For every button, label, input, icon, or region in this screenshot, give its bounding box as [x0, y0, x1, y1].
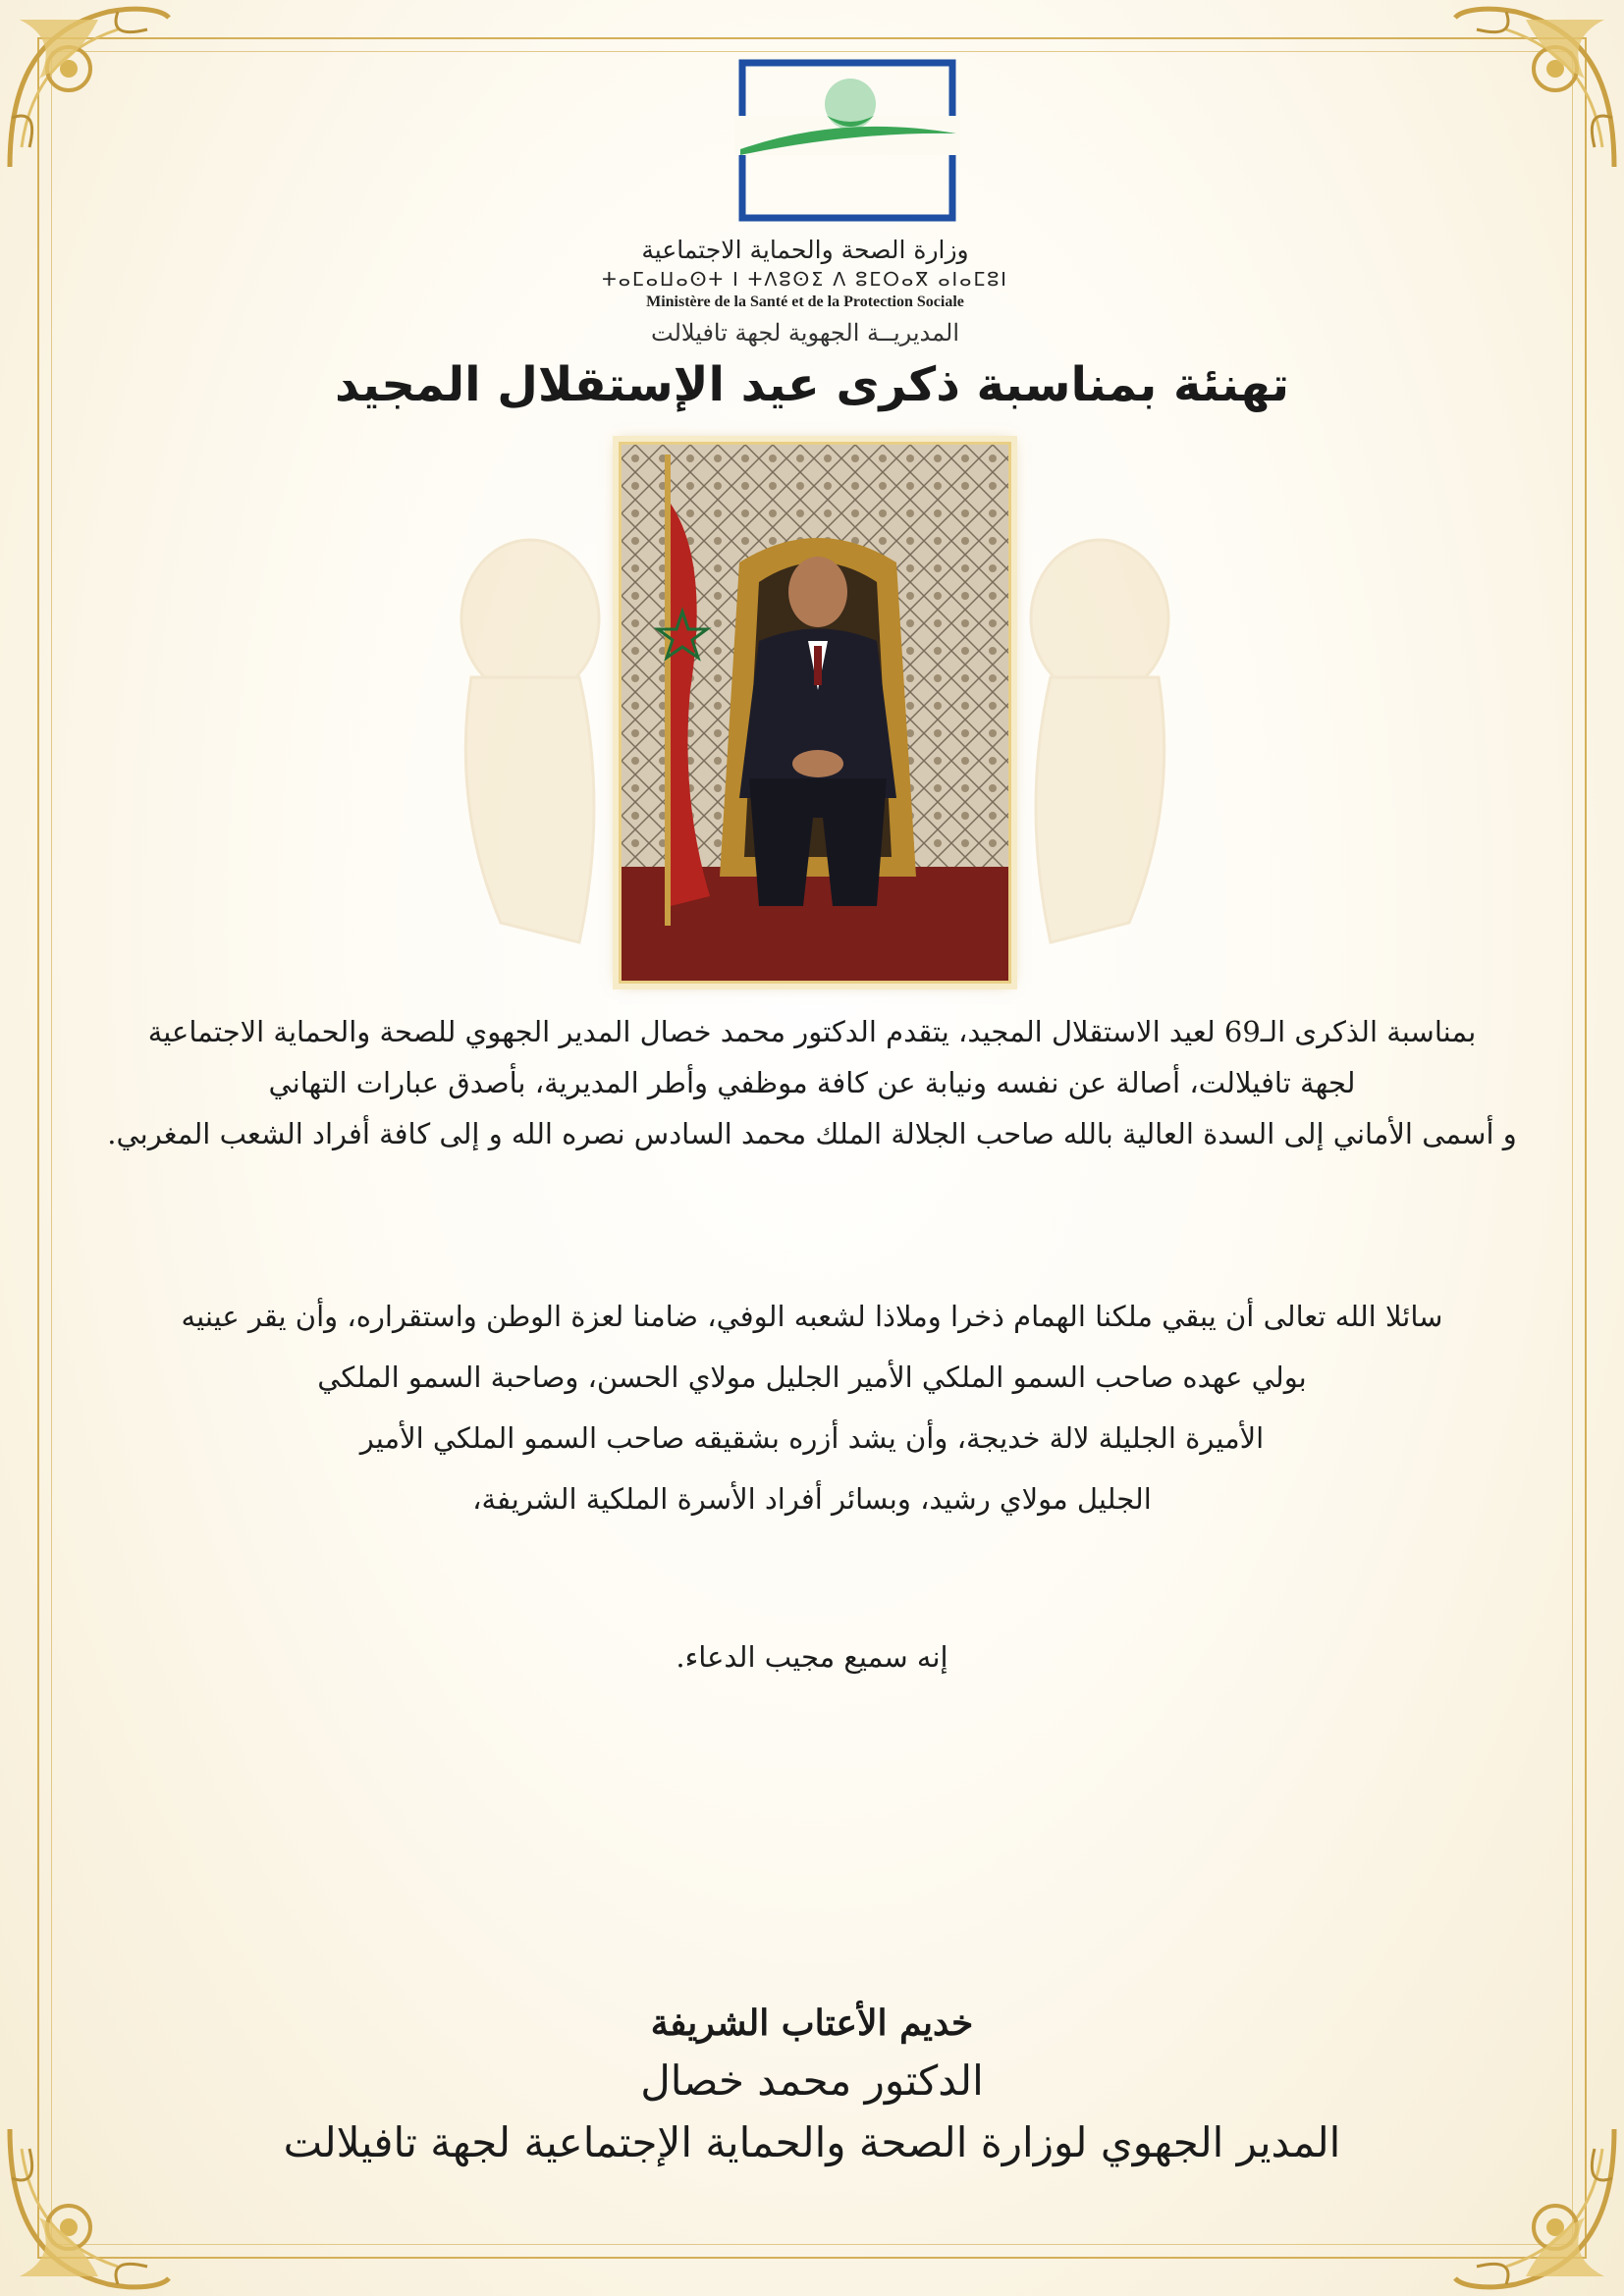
prayer-paragraph — [69, 1286, 1555, 1529]
closing-text: إنه سميع مجيب الدعاء. — [676, 1640, 948, 1674]
ministry-header — [550, 234, 1060, 349]
signature-name: الدكتور محمد خصال — [640, 2056, 984, 2105]
paragraph-line: بولي عهده صاحب السمو الملكي الأمير الجليل مولاي الحسن، وصاحبة السمو الملكي — [317, 1361, 1307, 1394]
closing-line — [69, 1631, 1555, 1682]
paragraph-line: بمناسبة الذكرى الـ69 لعيد الاستقلال المجيد، يتقدم الدكتور محمد خصال المدير الجهوي للصحة والحماية الاجتماعية — [147, 1015, 1477, 1048]
ministry-name-tifinagh: ⵜⴰⵎⴰⵡⴰⵙⵜ ⵏ ⵜⴷⵓⵙⵉ ⴷ ⵓⵎⵔⴰⴳ ⴰⵏⴰⵎⵓⵏ — [602, 269, 1008, 291]
paragraph-line: سائلا الله تعالى أن يبقي ملكنا الهمام ذخرا وملاذا لشعبه الوفي، ضامنا لعزة الوطن واستقراره، وأن يقر عينيه — [181, 1300, 1443, 1333]
ornament-corner-top-left — [0, 0, 177, 177]
paragraph-line: لجهة تافيلالت، أصالة عن نفسه ونيابة عن كافة موظفي وأطر المديرية، بأصدق عبارات التهاني — [268, 1066, 1356, 1099]
greeting-paragraph — [69, 1006, 1555, 1159]
paragraph-line: و أسمى الأماني إلى السدة العالية بالله صاحب الجلالة الملك محمد السادس نصره الله و إلى كافة أفراد الشعب المغربي. — [107, 1117, 1517, 1150]
ornament-corner-bottom-left — [0, 2119, 177, 2296]
ministry-name-french: Ministère de la Santé et de la Protection Sociale — [646, 294, 964, 310]
ministry-logo — [734, 57, 960, 224]
page-title: تهنئة بمناسبة ذكرى عيد الإستقلال المجيد — [335, 357, 1289, 412]
portrait-frame — [619, 442, 1011, 984]
signature-title: المدير الجهوي لوزارة الصحة والحماية الإجتماعية لجهة تافيلالت — [283, 2118, 1341, 2166]
ornament-corner-bottom-right — [1447, 2119, 1624, 2296]
royal-portrait-image — [622, 445, 1008, 981]
paragraph-line: الجليل مولاي رشيد، وبسائر أفراد الأسرة الملكية الشريفة، — [472, 1482, 1152, 1516]
signature-honorific: خديم الأعتاب الشريفة — [650, 2002, 974, 2044]
regional-directorate: المديريــة الجهوية لجهة تافيلالت — [651, 319, 959, 347]
paragraph-line: الأميرة الجليلة لالة خديجة، وأن يشد أزره بشقيقه صاحب السمو الملكي الأمير — [359, 1421, 1265, 1455]
ministry-name-arabic: وزارة الصحة والحماية الاجتماعية — [641, 236, 969, 264]
ornament-corner-top-right — [1447, 0, 1624, 177]
